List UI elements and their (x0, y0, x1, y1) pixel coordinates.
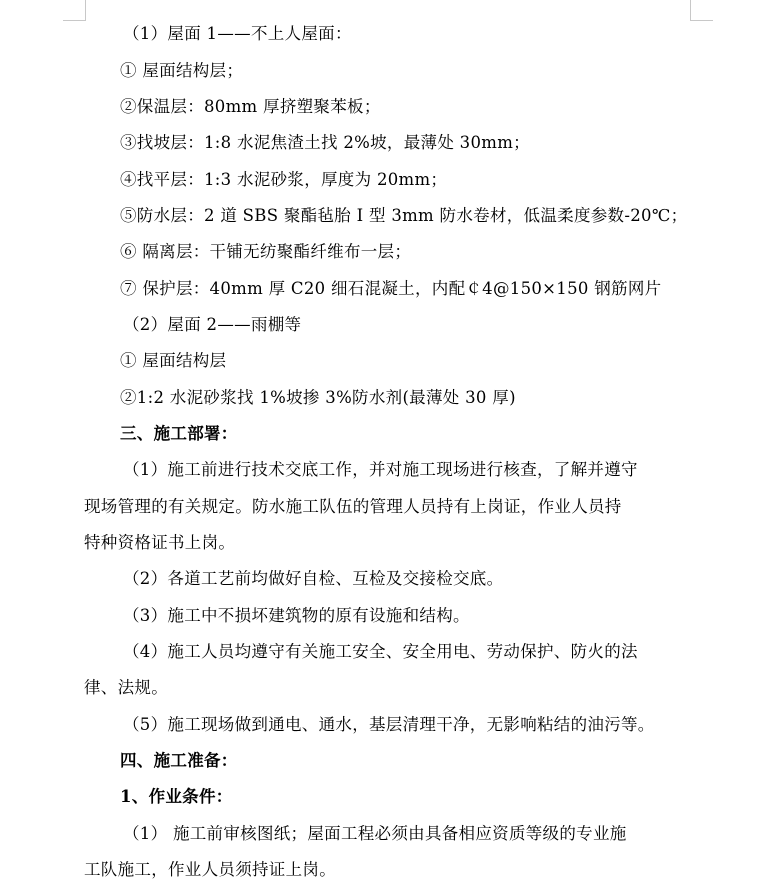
text-line: （5）施工现场做到通电、通水，基层清理干净，无影响粘结的油污等。 (123, 715, 655, 734)
text-line: 现场管理的有关规定。防水施工队伍的管理人员持有上岗证，作业人员持 (84, 497, 622, 516)
text-line: 律、法规。 (84, 678, 168, 697)
margin-corner-mark-left (63, 0, 86, 21)
text-line: ②保温层：80mm 厚挤塑聚苯板； (120, 97, 381, 116)
text-line: 工队施工，作业人员须持证上岗。 (84, 860, 336, 879)
text-line: （1） 施工前审核图纸；屋面工程必须由具备相应资质等级的专业施 (123, 824, 627, 843)
text-line: ⑥ 隔离层：干铺无纺聚酯纤维布一层； (120, 242, 412, 261)
margin-corner-mark-right (690, 0, 713, 21)
section-heading: 三、施工部署： (120, 424, 238, 443)
text-line: 特种资格证书上岗。 (84, 533, 236, 552)
text-line: （1）屋面 1——不上人屋面： (123, 24, 352, 43)
text-line: （1）施工前进行技术交底工作，并对施工现场进行核查，了解并遵守 (123, 460, 638, 479)
text-line: ②1:2 水泥砂浆找 1%坡掺 3%防水剂(最薄处 30 厚) (120, 388, 516, 407)
section-heading: 四、施工准备： (120, 751, 238, 770)
text-line: ① 屋面结构层； (120, 61, 244, 80)
text-line: （4）施工人员均遵守有关施工安全、安全用电、劳动保护、防火的法 (123, 642, 638, 661)
text-line: ⑦ 保护层：40mm 厚 C20 细石混凝土，内配￠4@150×150 钢筋网片 (120, 279, 662, 298)
text-line: ④找平层：1:3 水泥砂浆，厚度为 20mm； (120, 170, 448, 189)
text-line: ⑤防水层：2 道 SBS 聚酯毡胎 I 型 3mm 防水卷材，低温柔度参数-20℃； (120, 206, 688, 225)
section-heading: 1、作业条件： (120, 787, 233, 806)
text-line: （3）施工中不损坏建筑物的原有设施和结构。 (123, 606, 470, 625)
text-line: ① 屋面结构层 (120, 351, 227, 370)
text-line: ③找坡层：1:8 水泥焦渣土找 2%坡，最薄处 30mm； (120, 133, 530, 152)
text-line: （2）各道工艺前均做好自检、互检及交接检交底。 (123, 569, 504, 588)
text-line: （2）屋面 2——雨棚等 (123, 315, 302, 334)
